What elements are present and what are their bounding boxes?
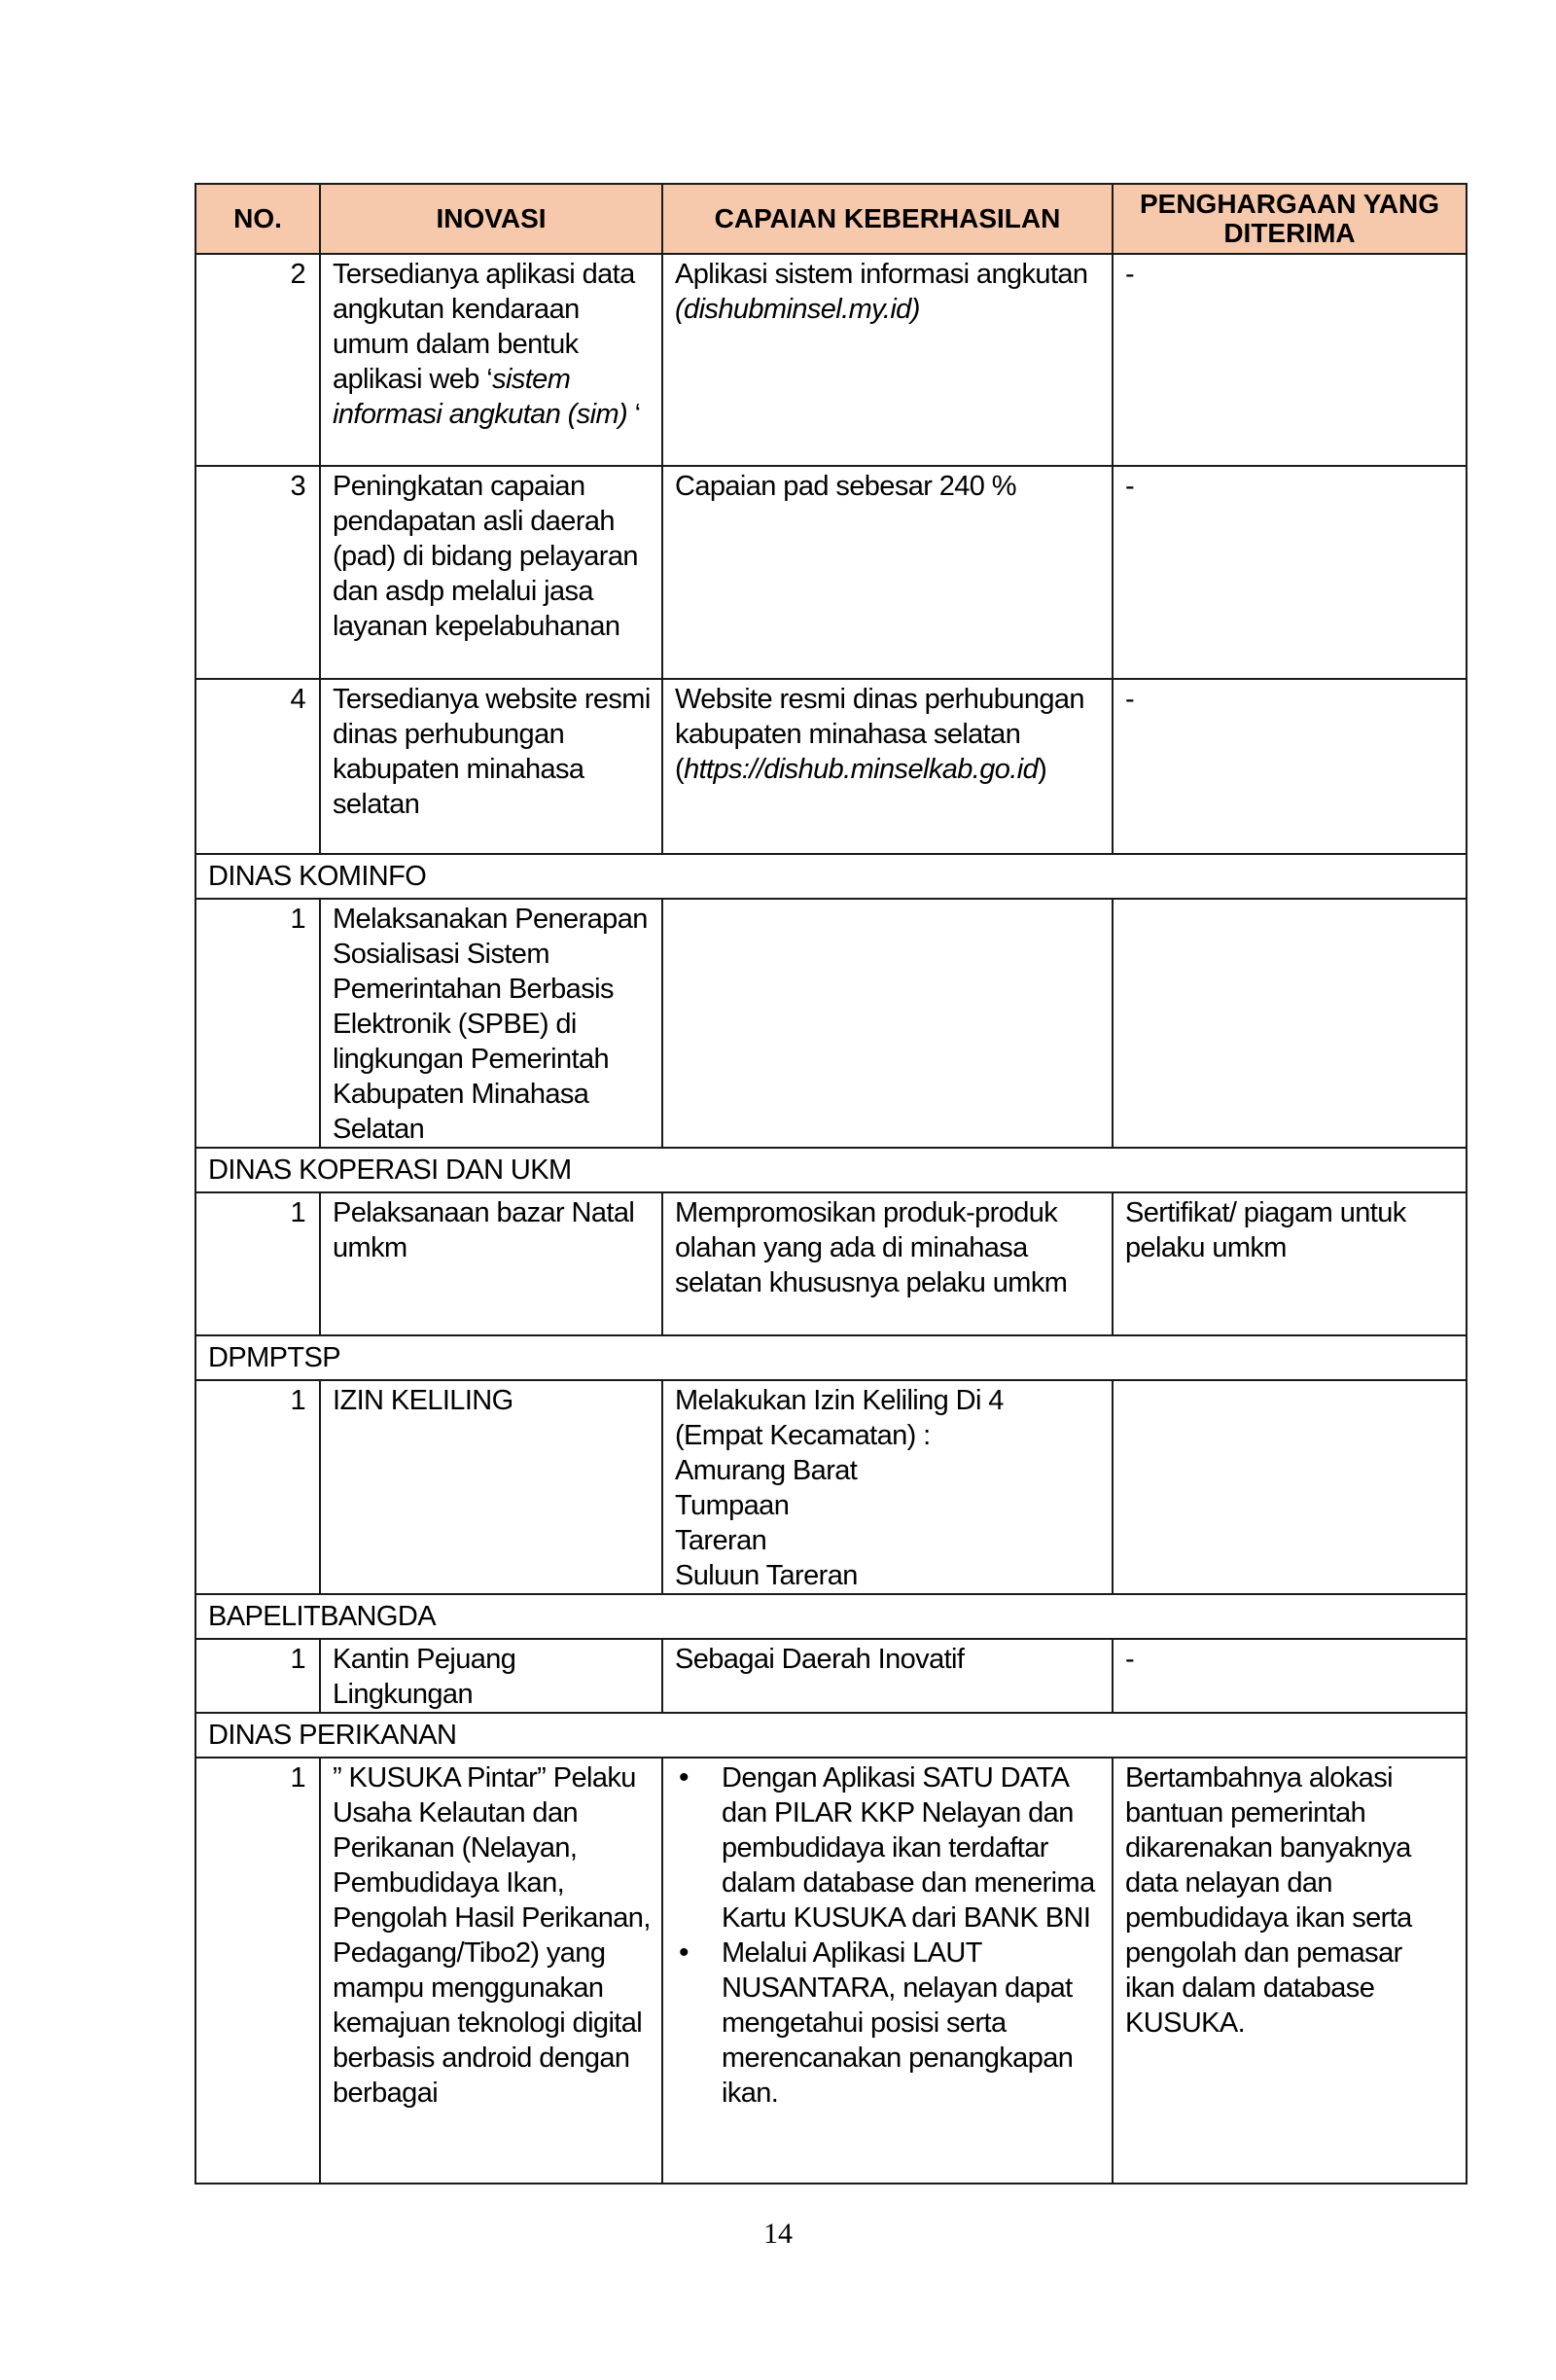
- inovasi-italic-text: sistem informasi angkutan (sim): [333, 364, 628, 430]
- section-title: DINAS KOPERASI DAN UKM: [195, 1148, 1467, 1192]
- row-number: 1: [195, 1639, 320, 1713]
- penghargaan-cell: -: [1113, 466, 1467, 679]
- penghargaan-cell: -: [1113, 254, 1467, 466]
- header-inovasi: INOVASI: [320, 184, 662, 254]
- section-row-perikanan: [195, 1713, 1467, 1758]
- section-title: BAPELITBANGDA: [195, 1594, 1467, 1639]
- header-capaian: CAPAIAN KEBERHASILAN: [662, 184, 1113, 254]
- row-number: 1: [195, 1758, 320, 2184]
- capaian-text: Website resmi dinas perhubungan kabupaten minahasa selatan (: [675, 684, 1084, 785]
- capaian-cell: [662, 679, 1113, 854]
- capaian-cell: [662, 254, 1113, 466]
- penghargaan-cell: -: [1113, 1639, 1467, 1713]
- capaian-link-text: https://dishub.minselkab.go.id: [684, 754, 1039, 785]
- table-row: [195, 679, 1467, 854]
- capaian-line: Melakukan Izin Keliling Di 4: [675, 1385, 1004, 1416]
- row-number: 1: [195, 1192, 320, 1335]
- capaian-cell: [662, 1758, 1113, 2184]
- capaian-cell: Mempromosikan produk-produk olahan yang ada di minahasa selatan khususnya pelaku umkm: [662, 1192, 1113, 1335]
- capaian-cell: [662, 899, 1113, 1148]
- inovasi-text: Tersedianya aplikasi data angkutan kendaraan umum dalam bentuk aplikasi web ‘: [333, 259, 635, 395]
- inovasi-cell: Tersedianya website resmi dinas perhubungan kabupaten minahasa selatan: [320, 679, 662, 854]
- penghargaan-cell: -: [1113, 679, 1467, 854]
- section-row-dpmptsp: [195, 1335, 1467, 1380]
- section-row-koperasi: [195, 1148, 1467, 1192]
- capaian-text: Aplikasi sistem informasi angkutan: [675, 259, 1088, 290]
- capaian-cell: Capaian pad sebesar 240 %: [662, 466, 1113, 679]
- table-header-row: [195, 184, 1467, 254]
- table-row: [195, 1758, 1467, 2184]
- capaian-link-text: (dishubminsel.my.id): [675, 294, 920, 325]
- row-number: 1: [195, 1380, 320, 1594]
- inovasi-tail: ‘: [627, 399, 641, 430]
- header-penghargaan: PENGHARGAAN YANG DITERIMA: [1113, 184, 1467, 254]
- capaian-line: (Empat Kecamatan) :: [675, 1420, 931, 1451]
- table-row: [195, 1192, 1467, 1335]
- inovasi-cell: Pelaksanaan bazar Natal umkm: [320, 1192, 662, 1335]
- inovasi-cell: ” KUSUKA Pintar” Pelaku Usaha Kelautan dan Perikanan (Nelayan, Pembudidaya Ikan, Pengolah Hasil Perikanan, Pedagang/Tibo2) yang mampu menggunakan kemajuan teknologi digital berbasis android dengan berbagai: [320, 1758, 662, 2184]
- penghargaan-cell: Sertifikat/ piagam untuk pelaku umkm: [1113, 1192, 1467, 1335]
- penghargaan-cell: Bertambahnya alokasi bantuan pemerintah dikarenakan banyaknya data nelayan dan pembudidaya ikan serta pengolah dan pemasar ikan dalam database KUSUKA.: [1113, 1758, 1467, 2184]
- row-number: 3: [195, 466, 320, 679]
- section-row-bapelitbangda: [195, 1594, 1467, 1639]
- header-no: NO.: [195, 184, 320, 254]
- penghargaan-cell: [1113, 899, 1467, 1148]
- table-row: [195, 254, 1467, 466]
- inovasi-cell: Melaksanakan Penerapan Sosialisasi Sistem Pemerintahan Berbasis Elektronik (SPBE) di lingkungan Pemerintah Kabupaten Minahasa Selatan: [320, 899, 662, 1148]
- page-number: 14: [763, 2218, 793, 2250]
- table-row: [195, 899, 1467, 1148]
- capaian-cell: Sebagai Daerah Inovatif: [662, 1639, 1113, 1713]
- inovasi-cell: [320, 254, 662, 466]
- section-row-kominfo: [195, 854, 1467, 899]
- capaian-tail: ): [1038, 754, 1047, 785]
- table-row: [195, 1639, 1467, 1713]
- row-number: 1: [195, 899, 320, 1148]
- innovation-table: [194, 183, 1468, 2185]
- inovasi-cell: IZIN KELILING: [320, 1380, 662, 1594]
- capaian-bullet-list: [675, 1760, 1104, 2111]
- row-number: 2: [195, 254, 320, 466]
- inovasi-cell: Kantin Pejuang Lingkungan: [320, 1639, 662, 1713]
- capaian-cell: [662, 1380, 1113, 1594]
- capaian-line: Tareran: [675, 1525, 767, 1556]
- capaian-line: Amurang Barat: [675, 1455, 858, 1486]
- table-row: [195, 466, 1467, 679]
- section-title: DINAS PERIKANAN: [195, 1713, 1467, 1758]
- section-title: DPMPTSP: [195, 1335, 1467, 1380]
- inovasi-cell: Peningkatan capaian pendapatan asli daerah (pad) di bidang pelayaran dan asdp melalui jasa layanan kepelabuhanan: [320, 466, 662, 679]
- section-title: DINAS KOMINFO: [195, 854, 1467, 899]
- bullet-item: • Dengan Aplikasi SATU DATA dan PILAR KKP Nelayan dan pembudidaya ikan terdaftar dalam database dan menerima Kartu KUSUKA dari BANK BNI: [675, 1760, 1104, 1936]
- bullet-item: • Melalui Aplikasi LAUT NUSANTARA, nelayan dapat mengetahui posisi serta merencanakan penangkapan ikan.: [675, 1936, 1104, 2111]
- capaian-line: Tumpaan: [675, 1490, 790, 1521]
- row-number: 4: [195, 679, 320, 854]
- penghargaan-cell: [1113, 1380, 1467, 1594]
- capaian-line: Suluun Tareran: [675, 1560, 858, 1591]
- table-row: [195, 1380, 1467, 1594]
